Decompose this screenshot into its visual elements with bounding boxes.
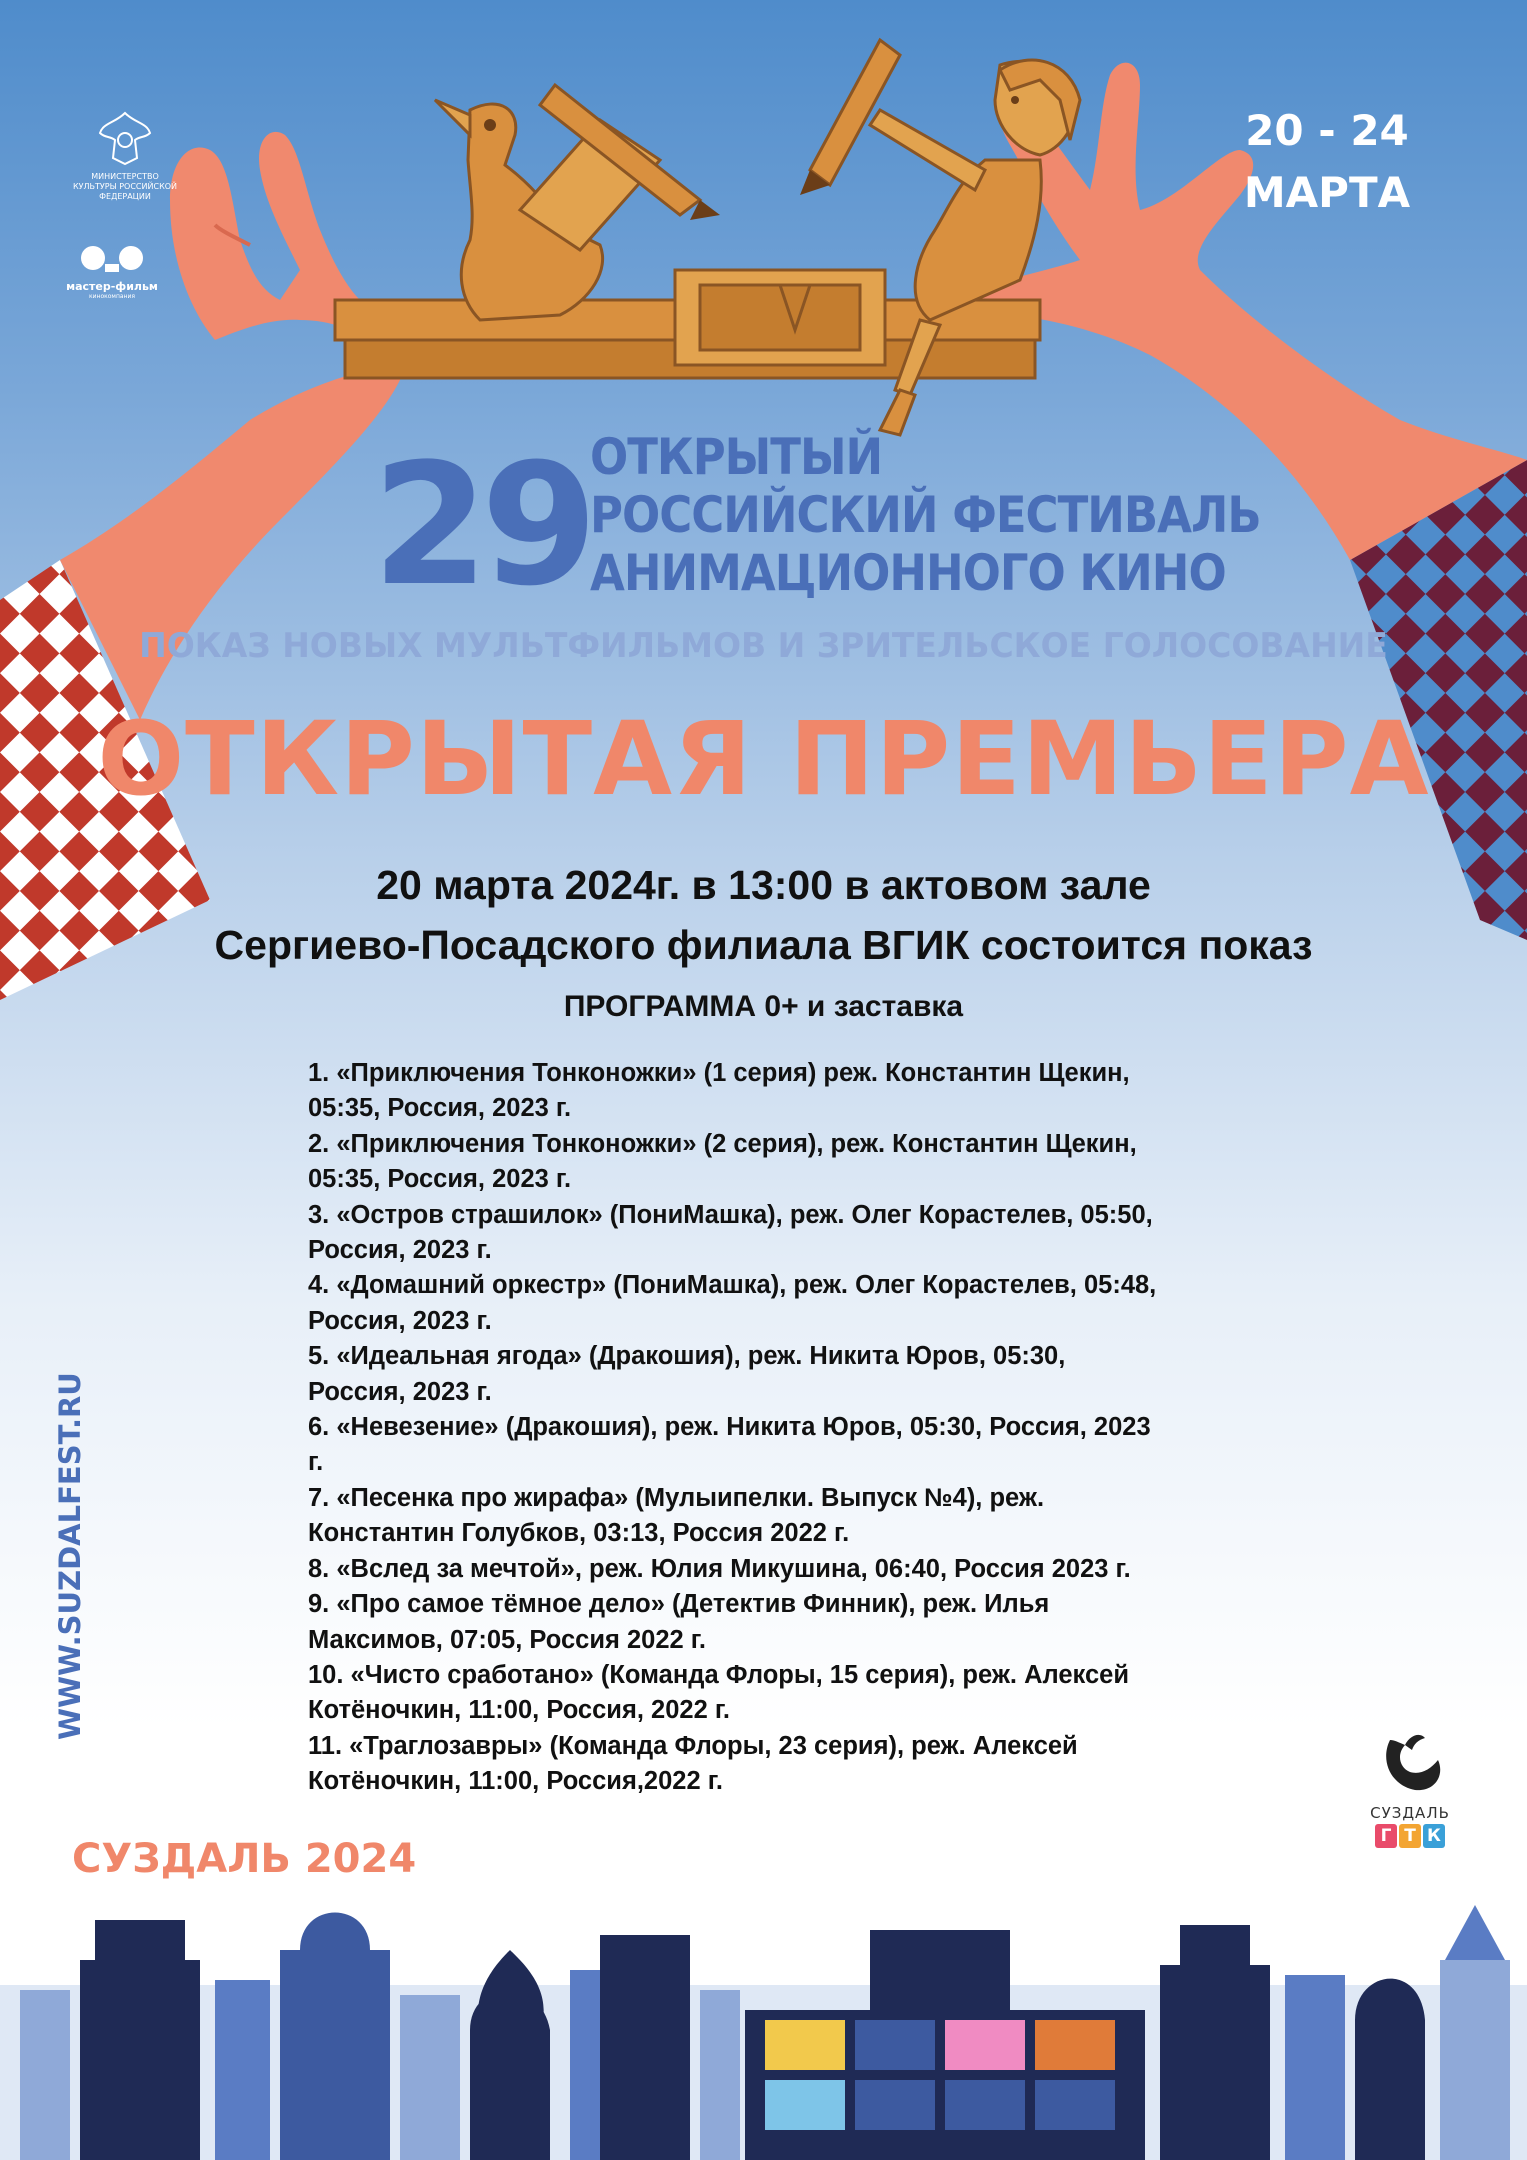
announcement-line1: 20 марта 2024г. в 13:00 в актовом зале [376, 862, 1151, 908]
ministry-logo [70, 108, 180, 202]
program-item [308, 1198, 1308, 1269]
program-item [308, 1658, 1308, 1729]
program-item-line: Котёночкин, 11:00, Россия, 2022 г. [308, 1696, 730, 1725]
program-item [308, 1729, 1308, 1800]
program-item-line: 3. «Остров страшилок» (ПониМашка), реж. Олег Корастелев, 05:50, [308, 1200, 1153, 1229]
program-item-line: 4. «Домашний оркестр» (ПониМашка), реж. Олег Корастелев, 05:48, [308, 1271, 1157, 1300]
dates-month: МАРТА [1243, 168, 1411, 217]
subtitle: ПОКАЗ НОВЫХ МУЛЬТФИЛЬМОВ И ЗРИТЕЛЬСКОЕ ГОЛОСОВАНИЕ [139, 626, 1388, 666]
gtk-letter-1: Г [1375, 1824, 1397, 1848]
gtk-letter-3: К [1423, 1824, 1445, 1848]
program-item-line: 8. «Вслед за мечтой», реж. Юлия Микушина, 06:40, Россия 2023 г. [308, 1554, 1131, 1583]
studio-name: мастер-фильм [66, 280, 158, 293]
program-item [308, 1481, 1308, 1552]
program-item [308, 1268, 1308, 1339]
program-item-line: 11. «Траглозавры» (Команда Флоры, 23 серия), реж. Алексей [308, 1731, 1078, 1760]
program-item-line: 05:35, Россия, 2023 г. [308, 1094, 572, 1123]
festival-dates [1227, 100, 1427, 224]
program-item-line: Россия, 2023 г. [308, 1306, 492, 1335]
program-item [308, 1552, 1308, 1587]
gtk-city: СУЗДАЛЬ [1370, 1804, 1450, 1822]
ministry-text: МИНИСТЕРСТВО КУЛЬТУРЫ РОССИЙСКОЙ ФЕДЕРАЦИИ [72, 172, 178, 201]
program-item-line: Константин Голубков, 03:13, Россия 2022 г. [308, 1519, 850, 1548]
announcement-line2: Сергиево-Посадского филиала ВГИК состоится показ [214, 922, 1313, 968]
website-url[interactable]: WWW.SUZDALFEST.RU [53, 1372, 87, 1740]
bird-icon [1370, 1720, 1450, 1800]
festival-title [590, 428, 1261, 602]
gtk-letter-2: Т [1399, 1824, 1421, 1848]
headline: ОТКРЫТАЯ ПРЕМЬЕРА [97, 700, 1430, 819]
studio-logo [62, 238, 162, 300]
program-item-line: 6. «Невезение» (Дракошия), реж. Никита Юров, 05:30, Россия, 2023 [308, 1413, 1151, 1442]
program-item-line: 10. «Чисто сработано» (Команда Флоры, 15 серия), реж. Алексей [308, 1660, 1130, 1689]
festival-title-line3: АНИМАЦИОННОГО КИНО [590, 544, 1226, 602]
festival-title-line1: ОТКРЫТЫЙ [590, 428, 883, 486]
dates-days: 20 - 24 [1245, 106, 1409, 155]
program-item-line: г. [308, 1448, 324, 1477]
program-item-line: 5. «Идеальная ягода» (Дракошия), реж. Никита Юров, 05:30, [308, 1342, 1066, 1371]
program-item [308, 1339, 1308, 1410]
bears-icon [77, 238, 147, 276]
program-item [308, 1410, 1308, 1481]
program-item-line: 2. «Приключения Тонконожки» (2 серия), реж. Константин Щекин, [308, 1129, 1137, 1158]
festival-number: 29 [372, 427, 590, 623]
program-item-line: Россия, 2023 г. [308, 1236, 492, 1265]
art-supplies [0, 1905, 1527, 2160]
program-item-line: 05:35, Россия, 2023 г. [308, 1165, 572, 1194]
program-item-line: Максимов, 07:05, Россия 2022 г. [308, 1625, 706, 1654]
studio-sub: кинокомпания [89, 293, 135, 300]
program-item-line: Котёночкин, 11:00, Россия,2022 г. [308, 1767, 723, 1796]
gtk-badges [1355, 1824, 1465, 1848]
program-item [308, 1127, 1308, 1198]
festival-title-line2: РОССИЙСКИЙ ФЕСТИВАЛЬ [590, 486, 1261, 544]
gtk-logo [1355, 1720, 1465, 1848]
program-title: ПРОГРАММА 0+ и заставка [563, 990, 964, 1023]
emblem-icon [95, 108, 155, 168]
announcement [0, 855, 1527, 975]
city-year: СУЗДАЛЬ 2024 [72, 1836, 417, 1882]
program-list [308, 1056, 1308, 1800]
program-item-line: 7. «Песенка про жирафа» (Мулыипелки. Выпуск №4), реж. [308, 1483, 1045, 1512]
program-item-line: 1. «Приключения Тонконожки» (1 серия) реж. Константин Щекин, [308, 1059, 1130, 1087]
program-item [308, 1587, 1308, 1658]
program-item-line: Россия, 2023 г. [308, 1377, 492, 1406]
program-item-line: 9. «Про самое тёмное дело» (Детектив Финник), реж. Илья [308, 1590, 1050, 1619]
program-item [308, 1056, 1308, 1127]
